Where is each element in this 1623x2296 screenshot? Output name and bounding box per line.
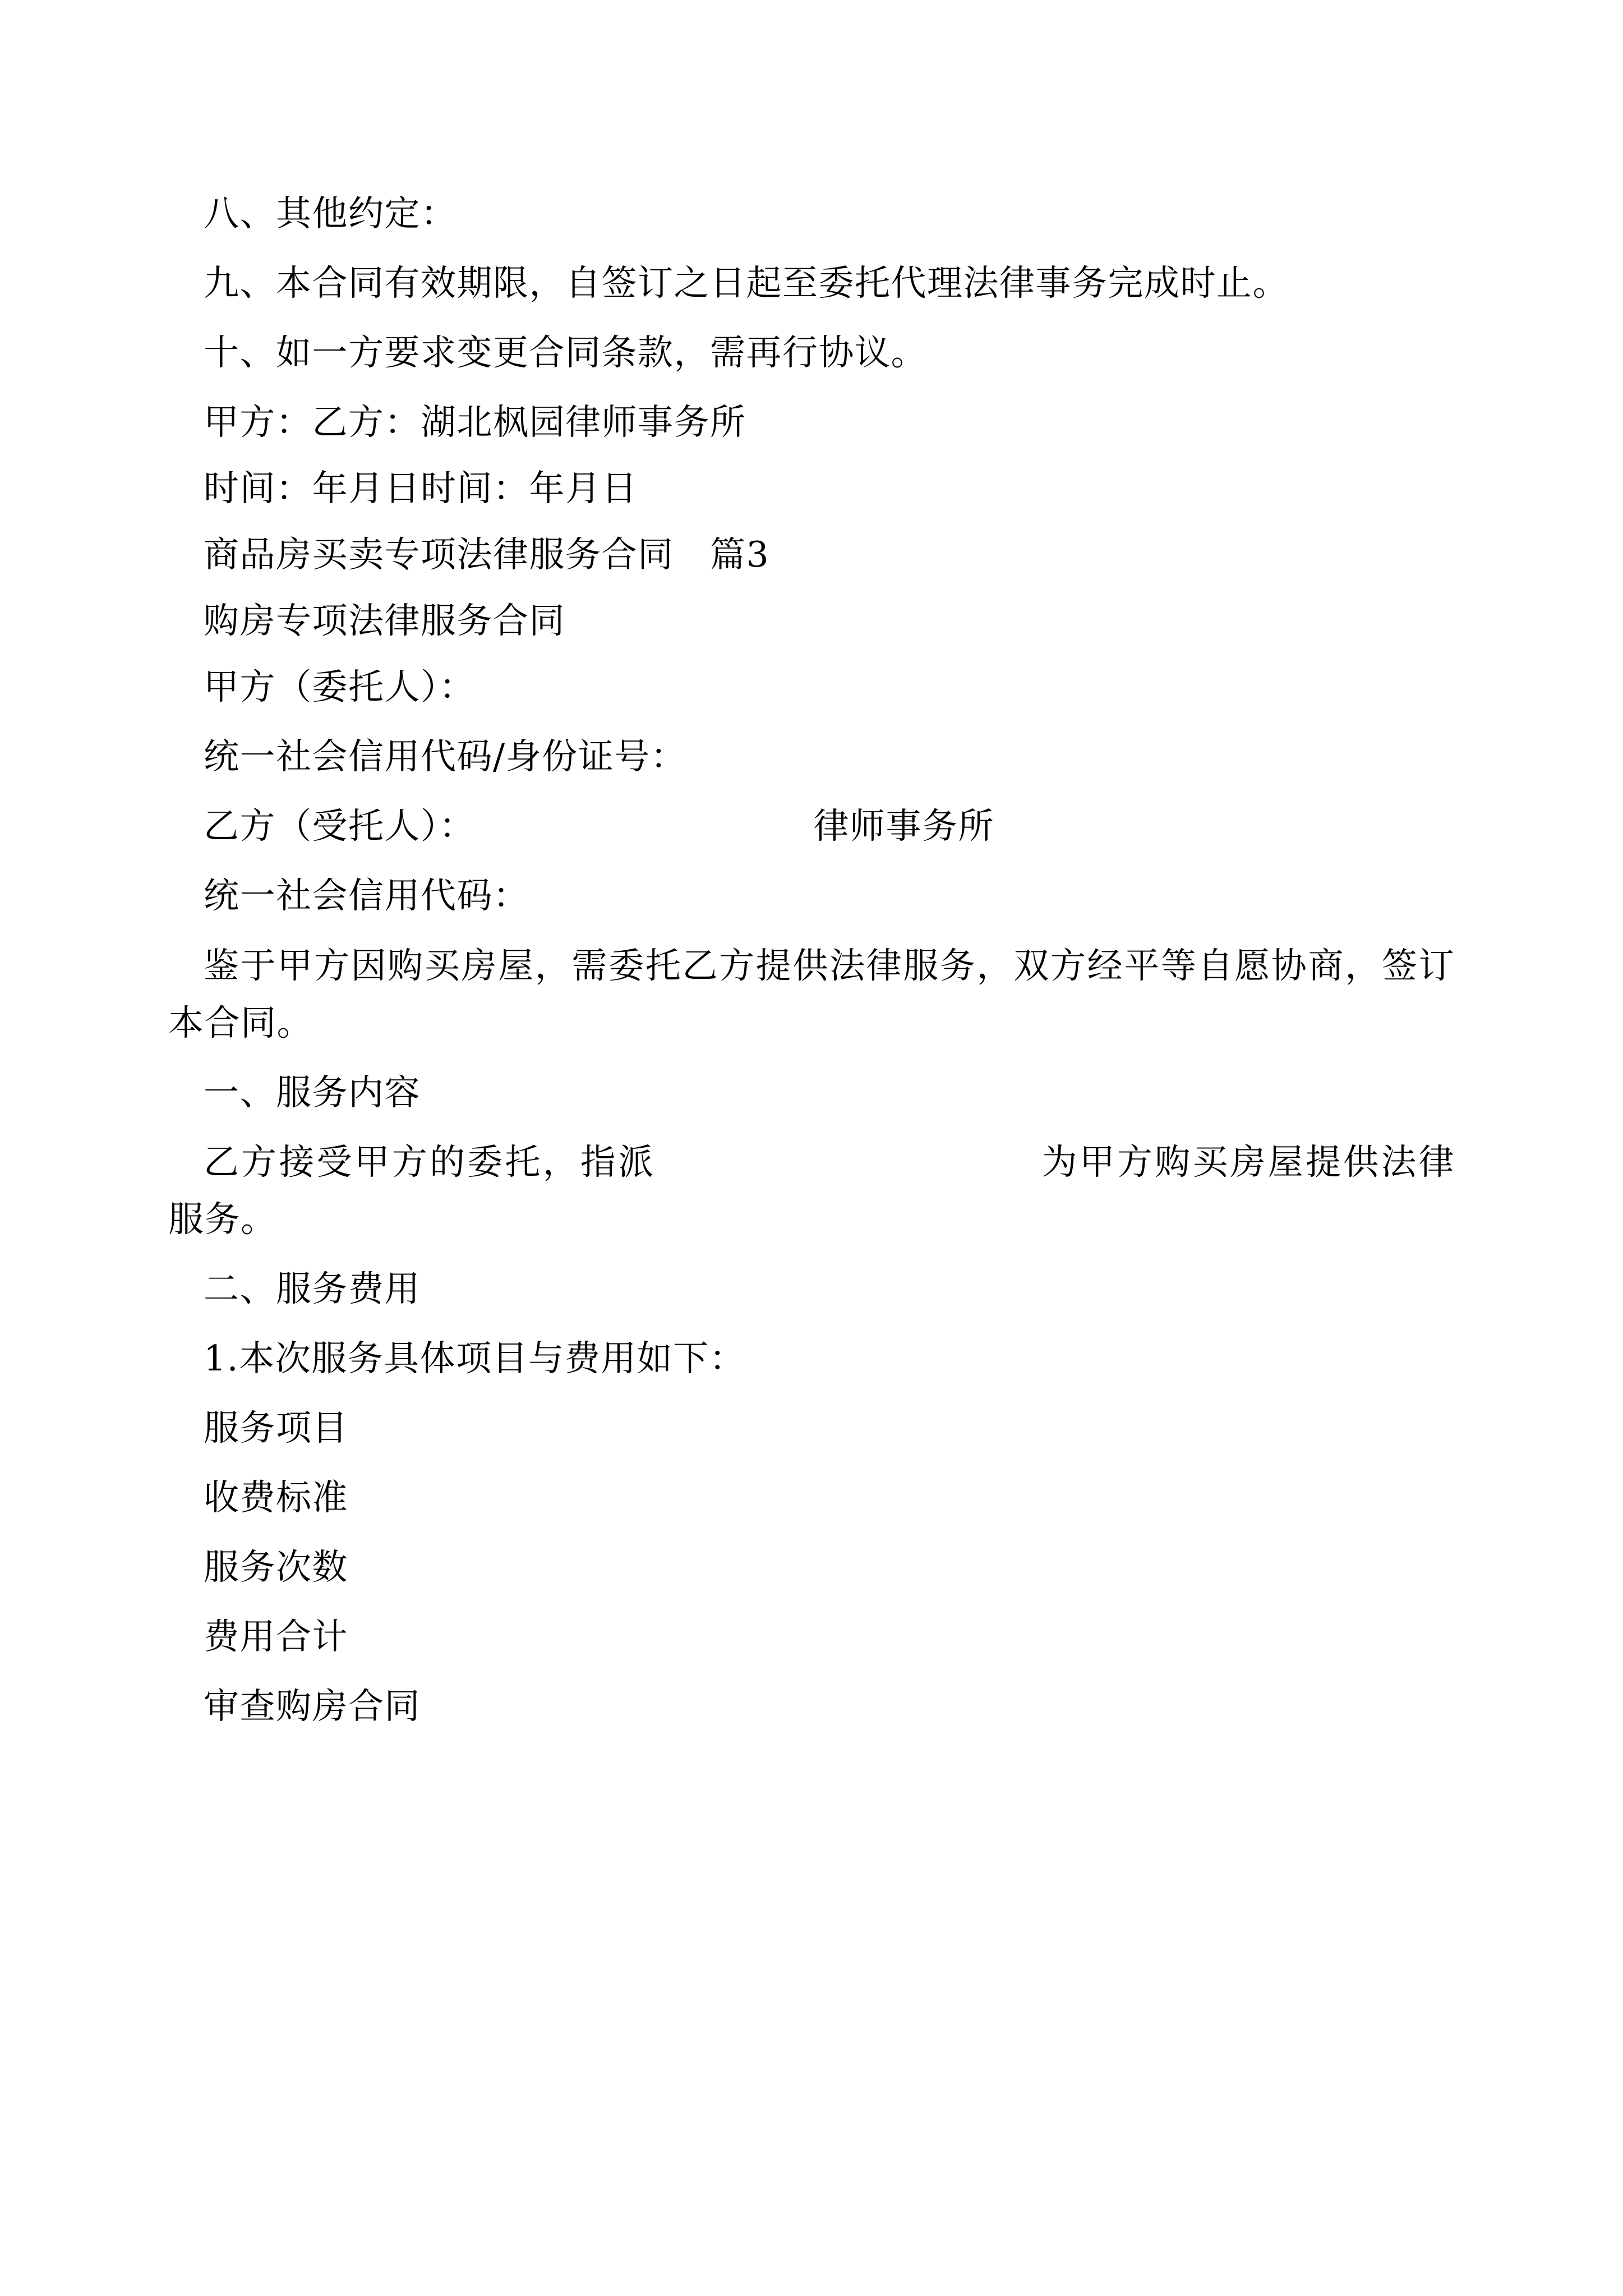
table-header-fee-standard: 收费标准 — [204, 1476, 348, 1518]
party-b-credit-code: 统一社会信用代码： — [204, 875, 529, 917]
party-b-law-firm-suffix: 律师事务所 — [813, 806, 995, 847]
party-b-label: 乙方（受托人）： — [204, 806, 476, 847]
clause-ten: 十、如一方要求变更合同条款，需再行协议。 — [204, 332, 927, 374]
date-line: 时间：年月日时间：年月日 — [204, 468, 638, 509]
article-one-body-part-1: 乙方接受甲方的委托，指派 — [204, 1141, 656, 1182]
party-a-credit-code: 统一社会信用代码/身份证号： — [204, 736, 687, 777]
article-one-heading: 一、服务内容 — [204, 1071, 421, 1113]
parties-line: 甲方：乙方：湖北枫园律师事务所 — [204, 402, 746, 443]
article-two-heading: 二、服务费用 — [204, 1268, 421, 1309]
clause-nine: 九、本合同有效期限，自签订之日起至委托代理法律事务完成时止。 — [204, 263, 1289, 304]
article-two-item-1: 1.本次服务具体项目与费用如下： — [204, 1337, 746, 1379]
document-body — [168, 185, 1455, 1735]
party-b-line — [168, 798, 1455, 855]
article-one-body — [168, 1134, 1455, 1248]
table-row-review-contract: 审查购房合同 — [204, 1686, 421, 1727]
section-title-piece-3: 商品房买卖专项法律服务合同 篇3 — [204, 534, 770, 576]
recital: 鉴于甲方因购买房屋，需委托乙方提供法律服务，双方经平等自愿协商，签订本合同。 — [168, 945, 1455, 1043]
clause-eight: 八、其他约定： — [204, 193, 457, 234]
table-header-service-count: 服务次数 — [204, 1546, 348, 1588]
party-a-label: 甲方（委托人）： — [204, 666, 476, 708]
table-header-fee-total: 费用合计 — [204, 1616, 348, 1657]
table-header-service-item: 服务项目 — [204, 1407, 348, 1448]
article-one-body-part-2: 为甲方购买房屋提供法律服务。 — [168, 1141, 1455, 1240]
contract-title: 购房专项法律服务合同 — [204, 600, 565, 642]
